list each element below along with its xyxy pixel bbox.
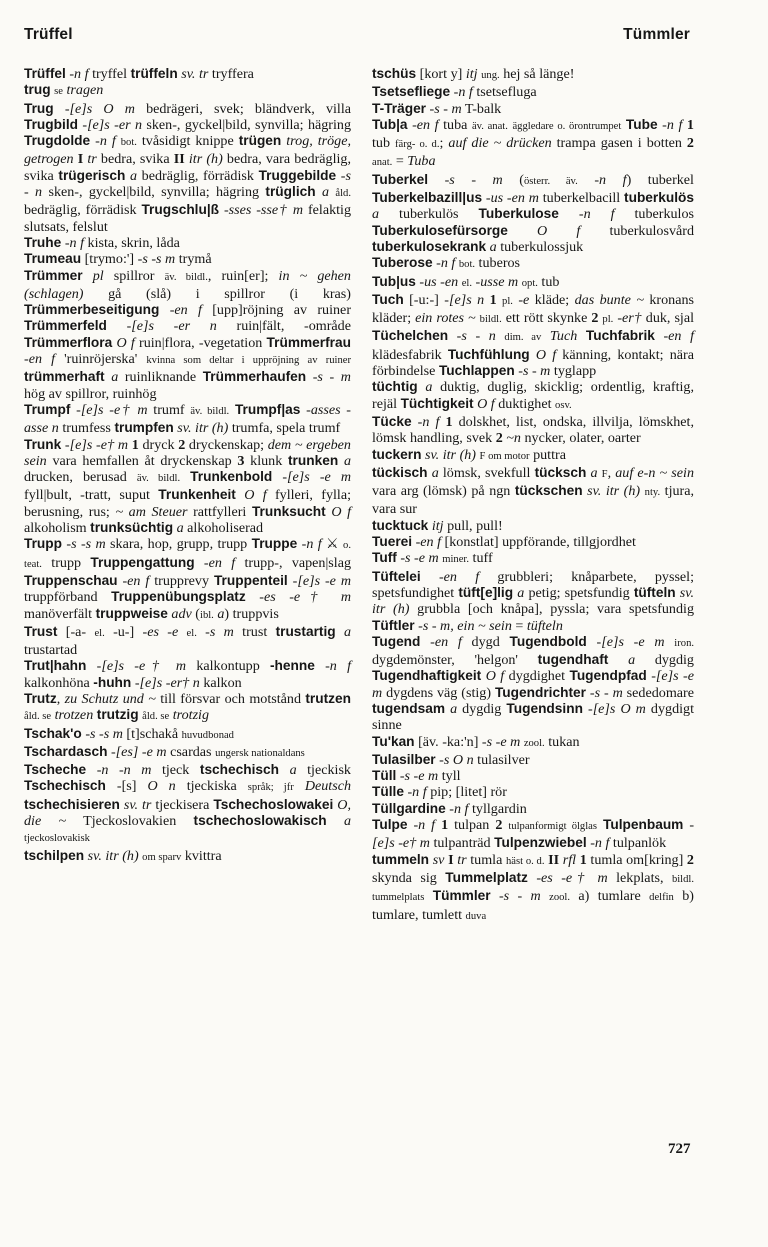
dictionary-entry: Trumeau [trymo:'] -s -s m trymå bbox=[24, 251, 212, 268]
dictionary-entry: Tu'kan [äv. -ka:'n] -s -e m zool. tukan bbox=[372, 733, 580, 750]
dictionary-entry: Trut|hahn -[e]s -e† m kalkontupp -henne -n f kalkonhöna -huhn -[e]s -er† n kalkon bbox=[24, 658, 351, 691]
dictionary-entry: tschilpen sv. itr (h) om sparv kvittra bbox=[24, 847, 222, 864]
dictionary-entry: trug se tragen bbox=[24, 82, 104, 99]
dictionary-entry: Tub|a -en f tuba äv. anat. äggledare o. örontrumpet Tube -n f 1 tub färg- o. d.; auf die ~ drücken trampa gasen i botten 2 anat. = Tuba bbox=[372, 116, 694, 170]
dictionary-entry: Tuch [-u:-] -[e]s n 1 pl. -e kläde; das bunte ~ kronans kläder; ein rotes ~ bildl. ett rött skynke 2 pl. -er† duk, sjal Tüchelchen -s - n dim. av Tuch Tuchfabrik -en f klädesfabrik Tuchfühlung O f känning, kontakt; nära förbindelse Tuchlappen -s - m tyglapp bbox=[372, 291, 695, 380]
dictionary-entry: Tüll -s -e m tyll bbox=[372, 768, 461, 785]
dictionary-entry: Tulasilber -s O n tulasilver bbox=[372, 751, 530, 768]
dictionary-entry: Trutz, zu Schutz und ~ till försvar och motstånd trutzen åld. se trotzen trutzig åld. se trotzig bbox=[24, 690, 351, 724]
dictionary-entry: Tsetsefliege -n f tsetsefluga bbox=[372, 84, 537, 101]
dictionary-entry: Tugend -en f dygd Tugendbold -[e]s -e m iron. dygdemönster, 'helgon' tugendhaft a dygdig Tugendhaftigkeit O f dygdighet Tugendpfad -[e]s -e m dygdens väg (stig) Tugendrichter -s - m sededomare tugendsam a dygdig Tugendsinn -[e]s O m dygdigt sinne bbox=[372, 633, 695, 734]
dictionary-entry: Trupp -s -s m skara, hop, grupp, trupp Truppe -n f ⚔ o. teat. trupp Truppengattung -en f trupp-, vapen|slag Truppenschau -en f trupprevy Truppenteil -[e]s -e m truppförband Truppenübungsplatz -es -e† m manöverfält truppweise adv (ibl. a) truppvis bbox=[24, 536, 352, 622]
dictionary-entry: tummeln sv I tr tumla häst o. d. II rfl 1 tumla om[kring] 2 skynda sig Tummelplatz -es -e† m lekplats, bildl. tummelplats Tümmler -s - m zool. a) tumlare delfin b) tumlare, tumlett duva bbox=[372, 851, 695, 923]
dictionary-entry: Tulpe -n f 1 tulpan 2 tulpanformigt ölglas Tulpenbaum -[e]s -e† m tulpanträd Tulpenzwiebel -n f tulpanlök bbox=[372, 817, 695, 852]
dictionary-entry: Tüftelei -en f grubbleri; knåparbete, pyssel; spetsfundighet tüft[e]lig a petig; spetsfundig tüfteln sv. itr (h) grubbla [och knåpa], pyssla; vara spetsfundig Tüftler -s - m, ein ~ sein = tüfteln bbox=[372, 568, 695, 634]
dictionary-entry: tucktuck itj pull, pull! bbox=[372, 517, 503, 534]
dictionary-entry: tüchtig a duktig, duglig, skicklig; ordentlig, kraftig, rejäl Tüchtigkeit O f duktighet osv. bbox=[372, 379, 694, 412]
running-head-left: Trüffel bbox=[24, 26, 73, 43]
dictionary-entry: T-Träger -s - m T-balk bbox=[372, 100, 502, 117]
dictionary-entry: Tuff -s -e m miner. tuff bbox=[372, 550, 493, 567]
dictionary-entry: tschüs [kort y] itj ung. hej så länge! bbox=[372, 66, 575, 82]
dictionary-entry: tückisch a lömsk, svekfull tücksch a F, auf e-n ~ sein vara arg (lömsk) på ngn tückschen sv. itr (h) nty. tjura, vara sur bbox=[372, 464, 695, 518]
left-column bbox=[24, 66, 351, 866]
running-head-right: Tümmler bbox=[623, 26, 690, 43]
dictionary-entry: Tub|us -us -en el. -usse m opt. tub bbox=[372, 273, 560, 290]
right-column bbox=[372, 66, 694, 925]
dictionary-entry: Trumpf -[e]s -e† m trumf äv. bildl. Trumpf|as -asses -asse n trumfess trumpfen sv. itr (h) trumfa, spela trumf bbox=[24, 401, 351, 437]
dictionary-entry: Trust [-a- el. -u-] -es -e el. -s m trust trustartig a trustartad bbox=[24, 623, 352, 659]
dictionary-entry: Trümmer pl spillror äv. bildl., ruin[er]; in ~ gehen (schlagen) gå (slå) i spillror (i kras) Trümmerbeseitigung -en f [upp]röjning av ruiner Trümmerfeld -[e]s -er n ruin|fält, -område Trümmerflora O f ruin|flora, -vegetation Trümmerfrau -en f 'ruinröjerska' kvinna som deltar i uppröjning av ruiner trümmerhaft a ruinliknande Trümmerhaufen -s - m hög av spillror, ruinhög bbox=[24, 267, 352, 402]
dictionary-entry: Tüllgardine -n f tyllgardin bbox=[372, 800, 527, 817]
dictionary-entry: Tücke -n f 1 dolskhet, list, ondska, illvilja, lömskhet, lömsk handling, svek 2 ~n nycker, olater, oarter bbox=[372, 413, 694, 447]
dictionary-entry: Tuberose -n f bot. tuberos bbox=[372, 255, 521, 272]
dictionary-entry: Trüffel -n f tryffel trüffeln sv. tr tryffera bbox=[24, 66, 254, 82]
dictionary-entry: Tuberkel -s - m (österr. äv. -n f) tuberkel Tuberkelbazill|us -us -en m tuberkelbacill tuberkulös a tuberkulös Tuberkulose -n f tuberkulos Tuberkulosefürsorge O f tuberkulosvård tuberkulosekrank a tuberkulossjuk bbox=[372, 171, 694, 255]
dictionary-entry: Trug -[e]s O m bedrägeri, svek; bländverk, villa Trugbild -[e]s -er n sken-, gyckel|bild, synvilla; hägring Trugdolde -n f bot. tvåsidigt knippe trügen trog, tröge, getrogen I tr bedra, svika II itr (h) bedra, vara bedräglig, svika trügerisch a bedräglig, förrädisk Truggebilde -s - n sken-, gyckel|bild, synvilla; hägring trüglich a åld. bedräglig, förrädisk Trugschlu|ß -sses -sse† m felaktig slutsats, felslut bbox=[24, 100, 352, 235]
dictionary-entry: Tuerei -en f [konstlat] uppförande, tillgjordhet bbox=[372, 534, 636, 551]
dictionary-entry: Tschardasch -[es] -e m csardas ungersk nationaldans bbox=[24, 743, 305, 760]
page-number: 727 bbox=[668, 1141, 691, 1157]
dictionary-entry: tuckern sv. itr (h) F om motor puttra bbox=[372, 446, 566, 463]
dictionary-entry: Tülle -n f pip; [litet] rör bbox=[372, 784, 507, 801]
dictionary-entry: Tschak'o -s -s m [t]schakå huvudbonad bbox=[24, 725, 234, 742]
dictionary-entry: Trunk -[e]s -e† m 1 dryck 2 dryckenskap; dem ~ ergeben sein vara hemfallen åt dryckenskap 3 klunk trunken a drucken, berusad äv. bildl. Trunkenbold -[e]s -e m fyll|bult, -tratt, suput Trunkenheit O f fylleri, fylla; berusning, rus; ~ am Steuer rattfylleri Trunksucht O f alkoholism trunksüchtig a alkoholiserad bbox=[24, 436, 352, 537]
dictionary-entry: Tscheche -n -n m tjeck tschechisch a tjeckisk Tschechisch -[s] O n tjeckiska språk; jfr Deutsch tschechisieren sv. tr tjeckisera Tschechoslowakei O, die ~ Tjeckoslovakien tschechoslowakisch a tjeckoslovakisk bbox=[24, 762, 351, 845]
dictionary-entry: Truhe -n f kista, skrin, låda bbox=[24, 234, 180, 251]
